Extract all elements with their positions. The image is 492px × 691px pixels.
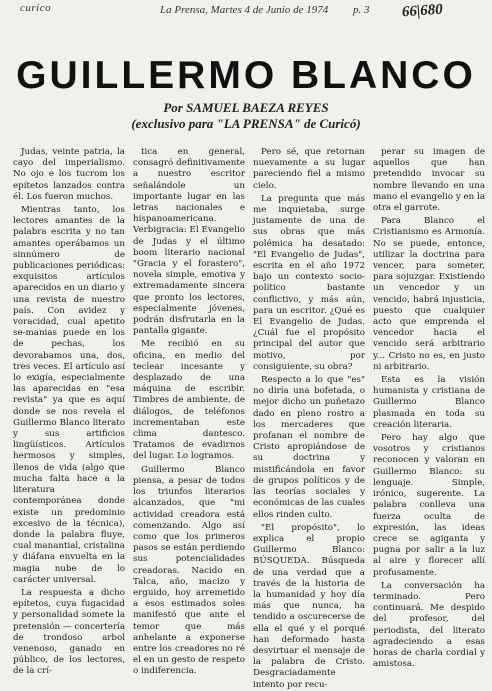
text-column-3 <box>253 147 365 690</box>
paragraph: perar su imagen de aquellos que han pretendido invocar su nombre llevando en una mano el evangelio y en la otra el garrote. <box>373 147 485 214</box>
article-body <box>13 147 485 690</box>
text-column-2 <box>133 147 245 677</box>
paragraph: Esta es la visión humanista y cristiana de Guillermo Blanco plasmada en toda su creación literaria. <box>373 375 485 430</box>
archive-number: 66|680 <box>401 1 444 21</box>
paragraph: tica en general, consagró definitivamente a nuestro escritor señalándole un importante lugar en las letras nacionales e hispanoamericana. Verbigracia: El Evangelio de Judas y el último boom literario nacional "Gracia y el forastero", novela simple, emotiva y extremadamente sincera que pronto los lectores, especialmente jóvenes, podrán disfrutarla en la pantalla gigante. <box>133 147 245 337</box>
paragraph: Mientras tanto, los lectores amantes de la palabra escrita y no tan amantes operábamos un sinnúmero de publicaciones periódicas: exquisitos artículos aparecidos en un diario y una revista de nuestro país. Con avidez y voracidad, cual apetito se-manias puede en los de pechas, los devorabamos una, dos, tres veces. El artículo así lo exigía, especialmente las aparecidas en "esa revista" ya que es aquí donde se nos revela el Guillermo Blanco literato y sus artificios lingüísticos. Artículos hermosos y simples, llenos de vida (algo que mucha falta hace a la literatura contemporánea donde existe un predominio excesivo de la técnica), donde la palabra fluye, cual manantial, cristalina y diáfana envuelta en la magia nube de lo carácter universal. <box>13 205 125 585</box>
paragraph: Judas, veinte patria, la cayo del imperialismo. No ojo e los tucrom los epítetos lanzados contra él. Los fueron muchos. <box>13 147 125 202</box>
paragraph: Me recibió en su oficina, en medio del teclear incesante y desplazado de una máquina de escribir. Timbres de ambiente, de diálogos, de teléfonos incrementaban este clima dantesco. Tratamos de evadirnos del lugar. Lo logramos. <box>133 339 245 462</box>
byline-author: Por SAMUEL BAEZA REYES <box>163 100 329 115</box>
publication-date: La Prensa, Martes 4 de Junio de 1974 <box>160 4 329 16</box>
paragraph: Guillermo Blanco piensa, a pesar de todos los triunfos literarios alcanzados, que "mi actividad creadora está comenzando. Algo así como que los primeros pasos se están perdiendo sus potencialidades creadoras. Nacido en Talca, año, macizo y erguido, hoy arremetido a esos estimados soles manifestó que ante el temor que más anhelante a exponerse entre los creadores no ré el en un gesto de respeto o indiferencia. <box>133 464 245 677</box>
text-column-1 <box>13 147 125 677</box>
paragraph: Pero hay algo que vosotros y cristianos reconocen y valoran en Guillermo Blanco: su lenguaje. Simple, irónico, sugerente. La palabra conlleva una fuerza oculta de expresión, las ideas crece se agiganta y pugna por salir a la luz al aire y florecer allí profusamente. <box>373 433 485 578</box>
page-reference: p. 3 <box>353 4 370 16</box>
paragraph: Respecto a lo que "es" no diría una bofetada, o mejor dicho un puñetazo dado en pleno rostro a los mercaderes que profanan el nombre de Cristo apropiándose de su doctrina y mistificándola en favor de grupos políticos y de las teorías sociales y económicas de las cuales ellos rinden culto. <box>253 375 365 520</box>
clipping-header <box>0 0 492 22</box>
paragraph: La pregunta que más me inquietaba, surge justamente de una de sus obras que más polémica ha desatado: "El Evangelio de Judas", escrita en el año 1972 bajo un contexto socio-político bastante conflictivo, y más aún, para un escritor. ¿Qué es El Evangelio de Judas. ¿Cuál fue el propósito principal del autor que motivo, por consiguiente, su obra? <box>253 193 365 372</box>
handwritten-note: curico <box>20 2 52 14</box>
paragraph: "El propósito", lo explica el propio Guillermo Blanco: BÚSQUEDA. Búsqueda de una verdad que a través de la historia de la humanidad y hoy día más que nunca, ha tendido a oscurecerse de ella el qué y el porqué han deformado hasta desvirtuar el mensaje de la palabra de Cristo. Desgraciadamente intento por recu- <box>253 522 365 690</box>
byline-source: (exclusivo para "LA PRENSA" de Curicó) <box>131 116 361 131</box>
text-column-4 <box>373 147 485 670</box>
paragraph: Pero sé, que retornan nuevamente a su lugar pareciendo fiel a mismo cielo. <box>253 147 365 191</box>
article-title: GUILLERMO BLANCO <box>16 54 476 97</box>
paragraph: Para Blanco el Cristianismo es Armonía. No se puede, entonce, utilizar la doctrina para vencer, para someter, para sojuzgar. Existiendo un vencedor y un vencido, habrá injusticia, puesto que cualquier acto que emprenda el vencedor hacia el vencido será arbitrario y... Cristo no es, en justo ni arbitrario. <box>373 216 485 372</box>
paragraph: La respuesta a dicho epítetos, cuya fugacidad y personalidad somete la pretensión — concertería de trondoso arbol venenoso, ganado en público, de los lectores, de la crí- <box>13 587 125 677</box>
paragraph: La conversación ha terminado. Pero continuará. Me despido del profesor, del periodista, del literato agradeciendo a esas horas de charla cordial y amistosa. <box>373 580 485 670</box>
article-byline <box>0 100 492 132</box>
